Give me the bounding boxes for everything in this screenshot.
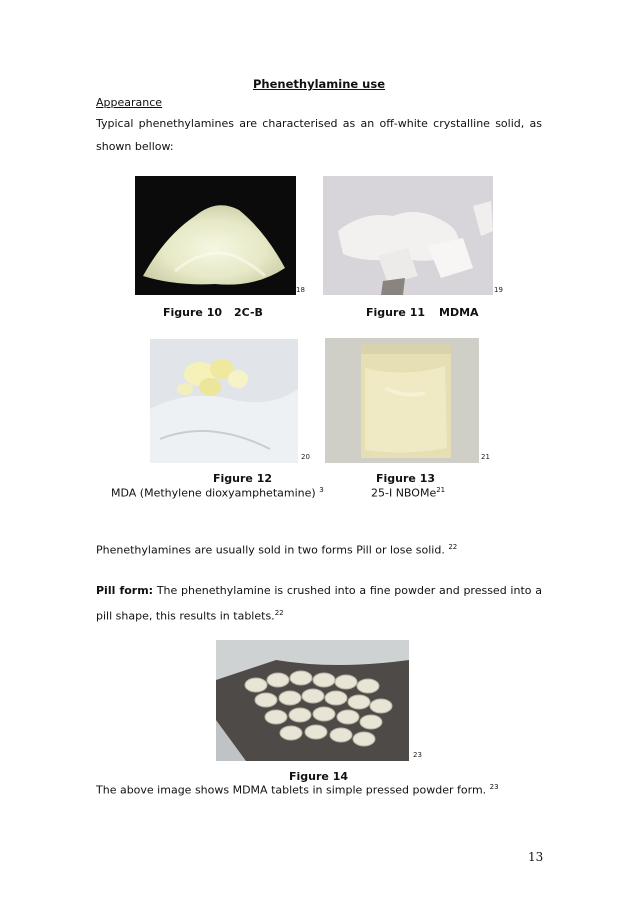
intro-paragraph: Typical phenethylamines are characterised as an off-white crystalline solid, as shown bellow: [96, 117, 542, 153]
figure-10-label: Figure 10 [163, 306, 223, 319]
forms-ref: 22 [448, 543, 458, 551]
forms-text: Phenethylamines are usually sold in two forms Pill or lose solid. [96, 543, 445, 557]
figure-14-ref: 23 [413, 751, 422, 759]
page-title: Phenethylamine use [252, 77, 386, 91]
figure-13-caption [371, 486, 445, 500]
figure-13-image [325, 338, 479, 463]
figure-14-label: Figure 14 [289, 770, 349, 783]
bottom-text: The above image shows MDMA tablets in simple pressed powder form. [96, 783, 487, 797]
figure-11-ref: 19 [494, 286, 503, 294]
page-number: 13 [528, 850, 544, 864]
figure-10-image [135, 176, 296, 295]
pill-text: The phenethylamine is crushed into a fine powder and pressed into a pill shape, this results in tablets. [96, 584, 542, 623]
figure-11-label: Figure 11 [366, 306, 426, 319]
pill-paragraph [96, 579, 542, 628]
figure-12-ref: 20 [301, 453, 310, 461]
figure-13-name: 25-I NBOMe [371, 486, 437, 500]
pill-ref: 22 [274, 609, 284, 617]
figure-10-name: 2C-B [234, 306, 263, 319]
figure-13-label: Figure 13 [376, 472, 436, 485]
bottom-paragraph [96, 783, 499, 797]
forms-paragraph [96, 543, 457, 557]
figure-12-label: Figure 12 [213, 472, 273, 485]
figure-14-image [216, 640, 409, 761]
figure-12-image [150, 339, 298, 463]
bottom-ref: 23 [489, 783, 499, 791]
figure-12-caption [111, 486, 324, 500]
figure-10-ref: 18 [296, 286, 305, 294]
figure-13-ref: 21 [481, 453, 490, 461]
pill-label: Pill form: [96, 584, 154, 597]
figure-13-name-ref: 21 [436, 486, 446, 494]
section-heading: Appearance [96, 96, 163, 109]
figure-11-image [323, 176, 493, 295]
figure-12-name-ref: 3 [319, 486, 324, 494]
figure-11-name: MDMA [439, 306, 479, 319]
figure-12-name: MDA (Methylene dioxyamphetamine) [111, 486, 316, 500]
